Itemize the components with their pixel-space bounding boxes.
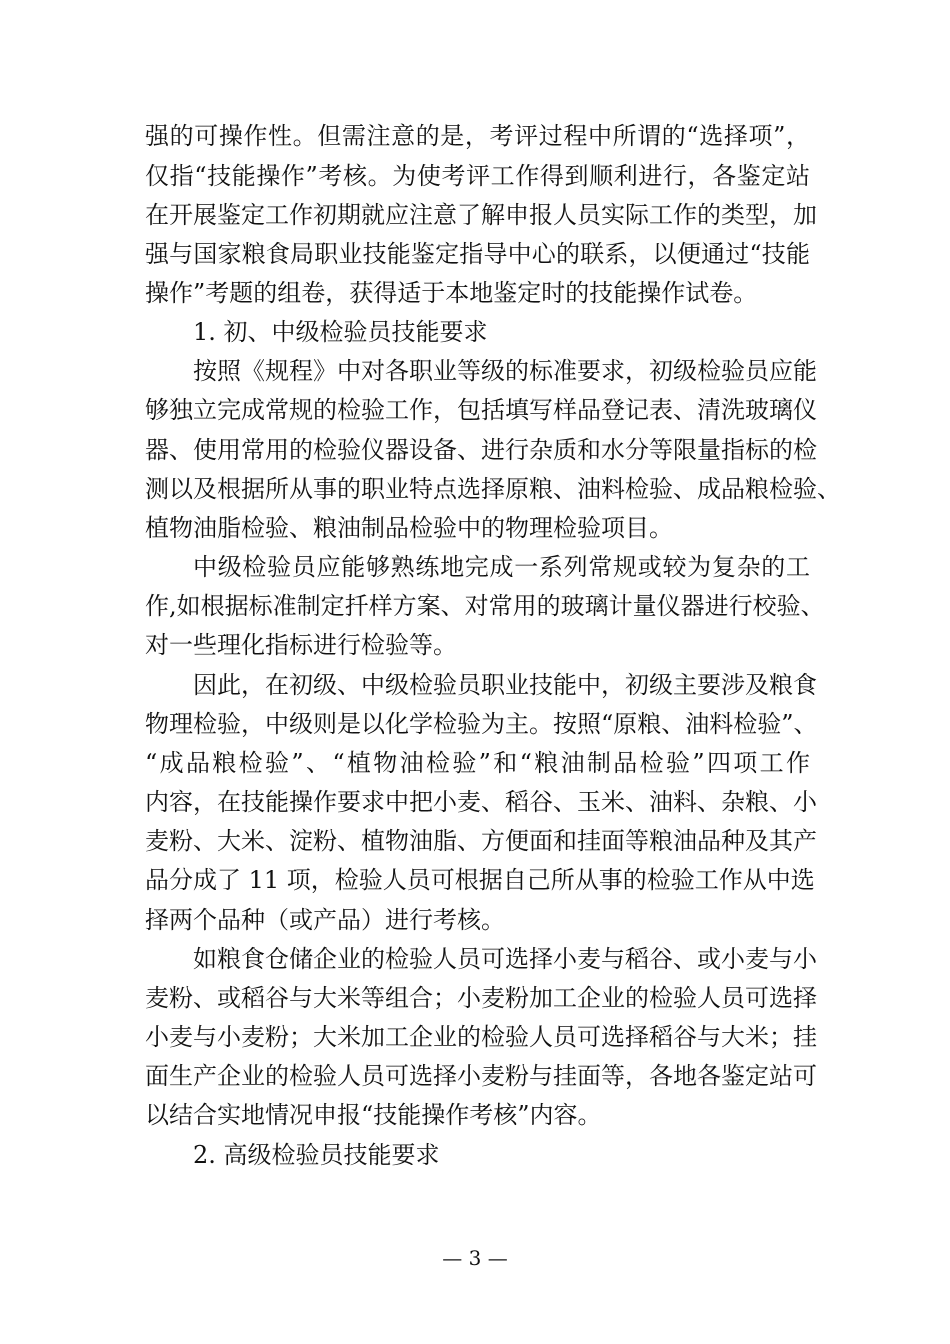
body-text-line: 仅指“技能操作”考核。为使考评工作得到顺利进行，各鉴定站 bbox=[145, 162, 810, 190]
body-text-line: 植物油脂检验、粮油制品检验中的物理检验项目。 bbox=[145, 514, 673, 542]
body-text-line: 择两个品种（或产品）进行考核。 bbox=[145, 906, 505, 934]
body-text-line: 测以及根据所从事的职业特点选择原粮、油料检验、成品粮检验、 bbox=[145, 475, 841, 503]
body-text-line: 因此，在初级、中级检验员职业技能中，初级主要涉及粮食 bbox=[193, 671, 817, 699]
body-text-line: 麦粉、大米、淀粉、植物油脂、方便面和挂面等粮油品种及其产 bbox=[145, 827, 817, 855]
body-text-line: 小麦与小麦粉；大米加工企业的检验人员可选择稻谷与大米；挂 bbox=[145, 1023, 817, 1051]
body-text-line: 强与国家粮食局职业技能鉴定指导中心的联系，以便通过“技能 bbox=[145, 240, 810, 268]
body-text-line: 面生产企业的检验人员可选择小麦粉与挂面等，各地各鉴定站可 bbox=[145, 1062, 817, 1090]
body-text-line: 麦粉、或稻谷与大米等组合；小麦粉加工企业的检验人员可选择 bbox=[145, 984, 817, 1012]
body-text-line: 作,如根据标准制定扦样方案、对常用的玻璃计量仪器进行校验、 bbox=[145, 592, 825, 620]
section-heading: 2. 高级检验员技能要求 bbox=[193, 1141, 440, 1169]
body-text-line: 按照《规程》中对各职业等级的标准要求，初级检验员应能 bbox=[193, 357, 817, 385]
body-text-line: 强的可操作性。但需注意的是，考评过程中所谓的“选择项”， bbox=[145, 122, 810, 150]
body-text-line: 物理检验，中级则是以化学检验为主。按照“原粮、油料检验”、 bbox=[145, 710, 818, 738]
body-text-line: 内容，在技能操作要求中把小麦、稻谷、玉米、油料、杂粮、小 bbox=[145, 788, 817, 816]
body-text-line: 器、使用常用的检验仪器设备、进行杂质和水分等限量指标的检 bbox=[145, 436, 817, 464]
body-text-line: 中级检验员应能够熟练地完成一系列常规或较为复杂的工 bbox=[193, 553, 810, 581]
body-text-line: 如粮食仓储企业的检验人员可选择小麦与稻谷、或小麦与小 bbox=[193, 945, 817, 973]
section-heading: 1. 初、中级检验员技能要求 bbox=[193, 318, 488, 346]
body-text-line: 以结合实地情况申报“技能操作考核”内容。 bbox=[145, 1101, 602, 1129]
body-text-line: “成品粮检验”、“植物油检验”和“粮油制品检验”四项工作 bbox=[145, 749, 810, 777]
body-text-line: 在开展鉴定工作初期就应注意了解申报人员实际工作的类型，加 bbox=[145, 201, 817, 229]
body-text-line: 品分成了 11 项，检验人员可根据自己所从事的检验工作从中选 bbox=[145, 866, 815, 894]
body-text-line: 操作”考题的组卷，获得适于本地鉴定时的技能操作试卷。 bbox=[145, 279, 758, 307]
body-text-line: 对一些理化指标进行检验等。 bbox=[145, 631, 457, 659]
body-text-line: 够独立完成常规的检验工作，包括填写样品登记表、清洗玻璃仪 bbox=[145, 396, 817, 424]
page-number: — 3 — bbox=[442, 1246, 508, 1270]
